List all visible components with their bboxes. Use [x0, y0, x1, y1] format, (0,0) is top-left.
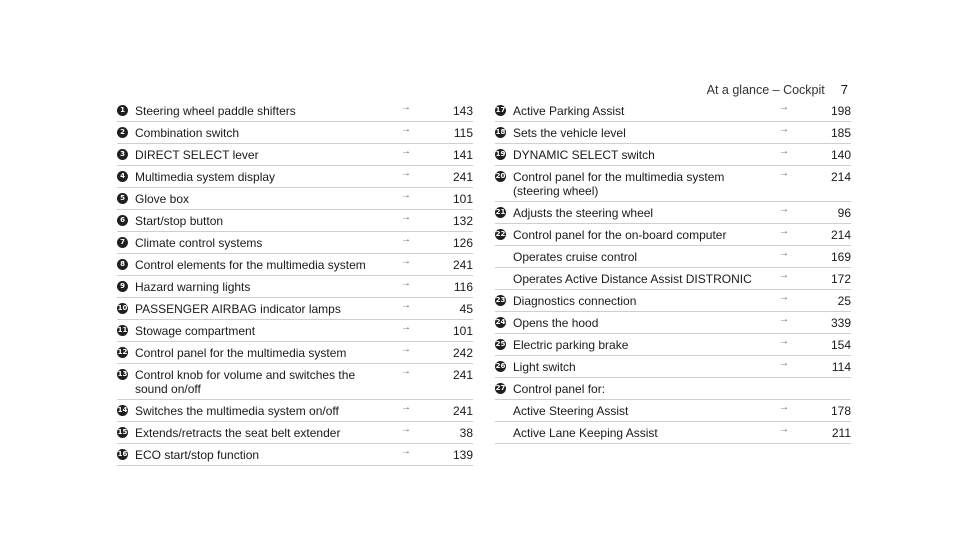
- item-label: Start/stop button: [135, 213, 224, 228]
- item-number-badge: 3: [117, 149, 128, 160]
- right-column: [495, 100, 851, 444]
- item-label: PASSENGER AIRBAG indicator lamps: [135, 301, 341, 316]
- list-item: [117, 254, 473, 276]
- list-item: [495, 144, 851, 166]
- arrow-right-icon: →: [401, 446, 411, 457]
- list-item: [495, 246, 851, 268]
- list-item: [495, 290, 851, 312]
- item-number-badge: 13: [117, 370, 128, 378]
- item-label: Steering wheel paddle shifters: [135, 103, 296, 118]
- item-label: Diagnostics connection: [513, 293, 637, 308]
- left-column: [117, 100, 473, 466]
- item-number-badge: 12: [117, 348, 128, 356]
- item-label: Combination switch: [135, 125, 240, 140]
- arrow-right-icon: →: [779, 336, 789, 347]
- item-label: DYNAMIC SELECT switch: [513, 147, 655, 162]
- arrow-right-icon: →: [401, 278, 411, 289]
- page-reference[interactable]: 211: [831, 426, 851, 440]
- page-reference[interactable]: 242: [452, 346, 473, 360]
- list-item: [117, 122, 473, 144]
- list-item: [495, 202, 851, 224]
- item-number-badge: 26: [495, 362, 506, 370]
- page-reference[interactable]: 25: [837, 294, 851, 308]
- item-label: Control panel for the on-board computer: [513, 227, 727, 242]
- item-label: Control panel for:: [513, 381, 606, 396]
- list-item: [495, 334, 851, 356]
- item-label: Control panel for the multimedia system: [135, 345, 347, 360]
- item-number-badge: 5: [117, 193, 128, 204]
- item-number-badge: 10: [117, 304, 128, 312]
- item-number-badge: 2: [117, 127, 128, 138]
- list-item: [495, 268, 851, 290]
- item-label: Sets the vehicle level: [513, 125, 626, 140]
- arrow-right-icon: →: [401, 146, 411, 157]
- page-reference[interactable]: 101: [452, 324, 473, 338]
- page-reference[interactable]: 115: [453, 126, 473, 140]
- item-label: Active Parking Assist: [513, 103, 625, 118]
- list-item: [117, 100, 473, 122]
- list-item: [495, 378, 851, 400]
- list-item: [117, 364, 473, 400]
- item-number-badge: 27: [495, 384, 506, 392]
- arrow-right-icon: →: [779, 248, 789, 259]
- arrow-right-icon: →: [401, 300, 411, 311]
- list-item: [117, 232, 473, 254]
- arrow-right-icon: →: [401, 212, 411, 223]
- list-item: [495, 166, 851, 202]
- arrow-right-icon: →: [779, 292, 789, 303]
- arrow-right-icon: →: [401, 322, 411, 333]
- item-label: Electric parking brake: [513, 337, 629, 352]
- page-reference[interactable]: 139: [452, 448, 473, 462]
- item-number-badge: 22: [495, 230, 506, 238]
- page-reference[interactable]: 214: [830, 228, 851, 242]
- page-reference[interactable]: 241: [452, 404, 473, 418]
- item-number-badge: 25: [495, 340, 506, 348]
- page-reference[interactable]: 143: [452, 104, 473, 118]
- item-number-badge: 19: [495, 150, 506, 158]
- arrow-right-icon: →: [401, 256, 411, 267]
- page-reference[interactable]: 172: [830, 272, 851, 286]
- arrow-right-icon: →: [401, 366, 411, 377]
- list-item: [117, 144, 473, 166]
- page-reference[interactable]: 169: [830, 250, 851, 264]
- list-item: [495, 122, 851, 144]
- item-label: Switches the multimedia system on/off: [135, 403, 339, 418]
- item-number-badge: 8: [117, 259, 128, 270]
- arrow-right-icon: →: [779, 358, 789, 369]
- arrow-right-icon: →: [401, 402, 411, 413]
- page-reference[interactable]: 101: [452, 192, 473, 206]
- arrow-right-icon: →: [779, 102, 789, 113]
- page-reference[interactable]: 185: [830, 126, 851, 140]
- page-reference[interactable]: 126: [452, 236, 473, 250]
- item-number-badge: 18: [495, 128, 506, 136]
- page-reference[interactable]: 178: [830, 404, 851, 418]
- page-number: 7: [840, 82, 848, 97]
- item-label: Light switch: [513, 359, 576, 374]
- arrow-right-icon: →: [779, 168, 789, 179]
- page-reference[interactable]: 45: [459, 302, 473, 316]
- page-reference[interactable]: 114: [831, 360, 851, 374]
- item-number-badge: 1: [117, 105, 128, 116]
- list-item: [117, 166, 473, 188]
- arrow-right-icon: →: [779, 402, 789, 413]
- item-label: Multimedia system display: [135, 169, 276, 184]
- item-number-badge: 6: [117, 215, 128, 226]
- item-number-badge: 4: [117, 171, 128, 182]
- item-label: Adjusts the steering wheel: [513, 205, 654, 220]
- arrow-right-icon: →: [401, 424, 411, 435]
- item-label: Active Steering Assist: [513, 403, 629, 418]
- item-number-badge: 15: [117, 428, 128, 436]
- page-reference[interactable]: 241: [452, 258, 473, 272]
- arrow-right-icon: →: [779, 424, 789, 435]
- item-number-badge: 17: [495, 106, 506, 114]
- arrow-right-icon: →: [779, 226, 789, 237]
- item-label: Operates cruise control: [513, 249, 638, 264]
- arrow-right-icon: →: [401, 124, 411, 135]
- item-number-badge: 7: [117, 237, 128, 248]
- item-label: Hazard warning lights: [135, 279, 251, 294]
- list-item: [117, 400, 473, 422]
- item-label: Operates Active Distance Assist DISTRONIC: [513, 271, 752, 286]
- page-reference[interactable]: 198: [830, 104, 851, 118]
- item-number-badge: 23: [495, 296, 506, 304]
- list-item: [495, 312, 851, 334]
- item-label: Active Lane Keeping Assist: [513, 425, 658, 440]
- page-header: [707, 82, 848, 97]
- page-reference[interactable]: 116: [453, 280, 473, 294]
- list-item: [117, 188, 473, 210]
- page-reference[interactable]: 214: [830, 170, 851, 184]
- arrow-right-icon: →: [779, 204, 789, 215]
- page-reference[interactable]: 96: [837, 206, 851, 220]
- page-reference[interactable]: 339: [830, 316, 851, 330]
- item-label: Glove box: [135, 191, 190, 206]
- section-title: At a glance – Cockpit: [706, 83, 825, 97]
- item-label: Opens the hood: [513, 315, 599, 330]
- arrow-right-icon: →: [779, 314, 789, 325]
- item-number-badge: 24: [495, 318, 506, 326]
- item-number-badge: 20: [495, 172, 506, 180]
- item-number-badge: 14: [117, 406, 128, 414]
- item-label: Climate control systems: [135, 235, 263, 250]
- page-reference[interactable]: 141: [452, 148, 473, 162]
- list-item: [495, 100, 851, 122]
- arrow-right-icon: →: [401, 190, 411, 201]
- arrow-right-icon: →: [779, 270, 789, 281]
- list-item: [117, 210, 473, 232]
- arrow-right-icon: →: [401, 234, 411, 245]
- list-item: [495, 400, 851, 422]
- item-number-badge: 11: [117, 326, 128, 334]
- list-item: [495, 224, 851, 246]
- arrow-right-icon: →: [401, 102, 411, 113]
- list-item: [117, 422, 473, 444]
- arrow-right-icon: →: [779, 124, 789, 135]
- page-reference[interactable]: 38: [459, 426, 473, 440]
- item-number-badge: 16: [117, 450, 128, 458]
- item-label: Extends/retracts the seat belt extender: [135, 425, 341, 440]
- item-label: Stowage compartment: [135, 323, 256, 338]
- item-label: Control knob for volume and switches the sound on/off: [135, 367, 356, 396]
- page-reference[interactable]: 241: [452, 368, 473, 382]
- arrow-right-icon: →: [401, 168, 411, 179]
- list-item: [117, 320, 473, 342]
- page-reference[interactable]: 154: [830, 338, 851, 352]
- arrow-right-icon: →: [401, 344, 411, 355]
- list-item: [117, 298, 473, 320]
- item-number-badge: 21: [495, 208, 506, 216]
- page-reference[interactable]: 140: [830, 148, 851, 162]
- item-label: DIRECT SELECT lever: [135, 147, 259, 162]
- item-number-badge: 9: [117, 281, 128, 292]
- item-label: Control elements for the multimedia system: [135, 257, 366, 272]
- item-label: ECO start/stop function: [135, 447, 260, 462]
- item-label: Control panel for the multimedia system (steering wheel): [513, 169, 725, 198]
- list-item: [117, 276, 473, 298]
- list-item: [495, 422, 851, 444]
- list-item: [495, 356, 851, 378]
- arrow-right-icon: →: [779, 146, 789, 157]
- list-item: [117, 444, 473, 466]
- page-reference[interactable]: 241: [452, 170, 473, 184]
- list-item: [117, 342, 473, 364]
- page-reference[interactable]: 132: [452, 214, 473, 228]
